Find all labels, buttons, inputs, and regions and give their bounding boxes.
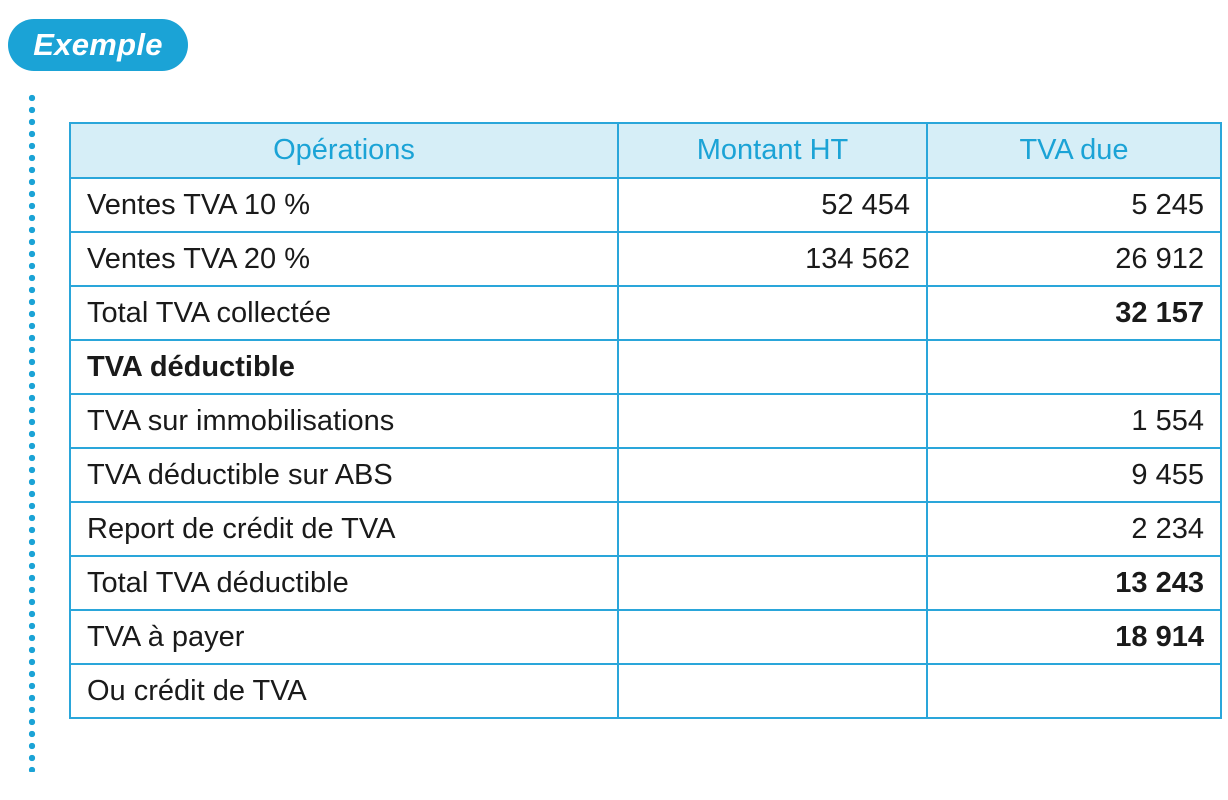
table-row — [70, 556, 1221, 610]
header-tva-due: TVA due — [927, 123, 1221, 178]
row-tva-due: 1 554 — [927, 394, 1221, 448]
vat-table — [69, 122, 1222, 719]
row-montant-ht — [618, 502, 927, 556]
row-montant-ht: 134 562 — [618, 232, 927, 286]
row-tva-due: 9 455 — [927, 448, 1221, 502]
row-montant-ht — [618, 286, 927, 340]
row-label: TVA déductible — [70, 340, 618, 394]
row-montant-ht — [618, 340, 927, 394]
table-row — [70, 502, 1221, 556]
table-row — [70, 664, 1221, 718]
row-montant-ht — [618, 448, 927, 502]
row-tva-due: 2 234 — [927, 502, 1221, 556]
row-label: Report de crédit de TVA — [70, 502, 618, 556]
row-tva-due: 13 243 — [927, 556, 1221, 610]
row-label: Ou crédit de TVA — [70, 664, 618, 718]
row-montant-ht — [618, 556, 927, 610]
row-label: Total TVA déductible — [70, 556, 618, 610]
row-tva-due: 26 912 — [927, 232, 1221, 286]
row-tva-due — [927, 664, 1221, 718]
header-montant-ht: Montant HT — [618, 123, 927, 178]
row-montant-ht — [618, 664, 927, 718]
row-label: TVA déductible sur ABS — [70, 448, 618, 502]
table-row — [70, 394, 1221, 448]
table-row — [70, 178, 1221, 232]
table-row — [70, 340, 1221, 394]
row-tva-due — [927, 340, 1221, 394]
row-tva-due: 18 914 — [927, 610, 1221, 664]
table-row — [70, 286, 1221, 340]
example-badge: Exemple — [8, 19, 188, 71]
table-row — [70, 610, 1221, 664]
row-label: TVA à payer — [70, 610, 618, 664]
row-tva-due: 32 157 — [927, 286, 1221, 340]
row-label: TVA sur immobilisations — [70, 394, 618, 448]
row-montant-ht — [618, 610, 927, 664]
table-header-row — [70, 123, 1221, 178]
row-label: Ventes TVA 20 % — [70, 232, 618, 286]
dotted-vertical-rule — [28, 92, 36, 772]
row-label: Ventes TVA 10 % — [70, 178, 618, 232]
row-montant-ht — [618, 394, 927, 448]
header-operations: Opérations — [70, 123, 618, 178]
table-row — [70, 232, 1221, 286]
row-tva-due: 5 245 — [927, 178, 1221, 232]
row-montant-ht: 52 454 — [618, 178, 927, 232]
row-label: Total TVA collectée — [70, 286, 618, 340]
table-row — [70, 448, 1221, 502]
